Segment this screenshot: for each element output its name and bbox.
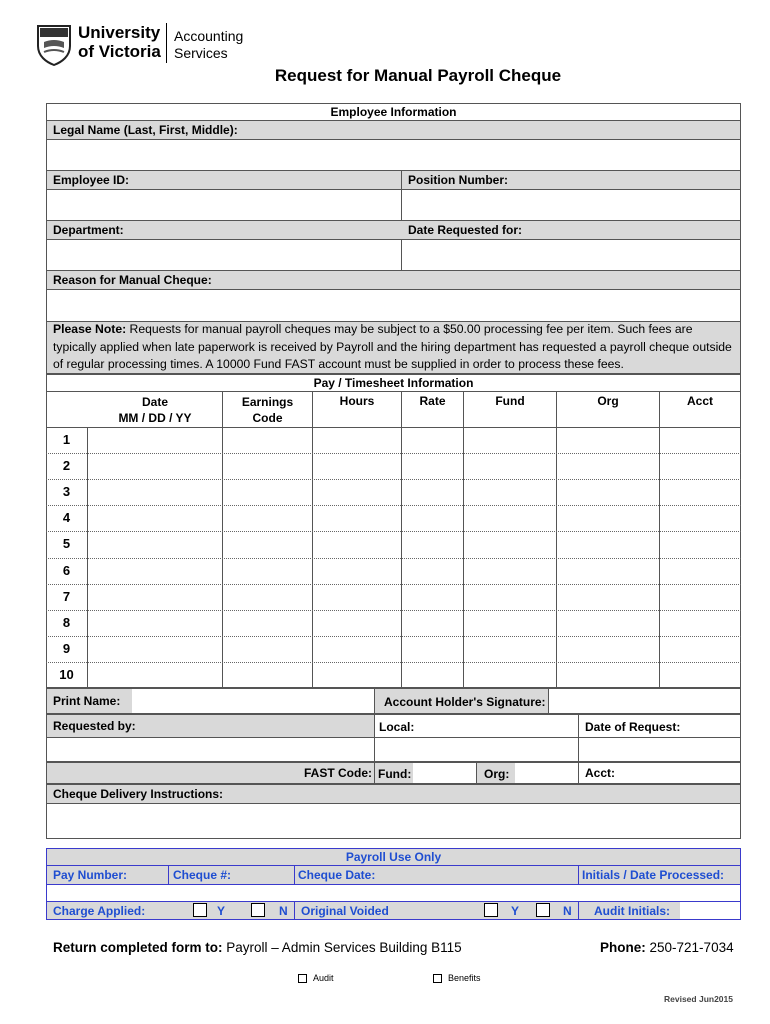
pay-cell-earnings-code[interactable] — [223, 611, 312, 635]
acct-label: Acct: — [585, 766, 616, 780]
row-number: 3 — [62, 484, 71, 500]
col-header-rate: Rate — [419, 394, 446, 408]
pay-cell-acct[interactable] — [660, 428, 740, 452]
pay-cell-org[interactable] — [557, 637, 659, 661]
date-of-request-label: Date of Request: — [585, 720, 681, 734]
pay-cell-org[interactable] — [557, 559, 659, 583]
pay-cell-earnings-code[interactable] — [223, 637, 312, 661]
department-label: Department: — [53, 223, 124, 237]
col-header-acct: Acct — [686, 394, 713, 408]
pay-cell-org[interactable] — [557, 532, 659, 556]
row-number: 9 — [62, 640, 71, 656]
row-divider — [46, 662, 741, 663]
pay-cell-acct[interactable] — [660, 611, 740, 635]
audit-option[interactable]: Audit — [298, 973, 334, 983]
row-divider — [46, 453, 741, 454]
pay-cell-date[interactable] — [88, 506, 222, 530]
delivery-instructions-field[interactable] — [47, 804, 740, 838]
pay-cell-earnings-code[interactable] — [223, 480, 312, 504]
university-name-line1: University — [78, 23, 161, 42]
benefits-option[interactable]: Benefits — [433, 973, 481, 983]
original-voided-yes-label: Y — [511, 904, 520, 918]
col-header-org: Org — [597, 394, 619, 408]
original-voided-yes-checkbox[interactable] — [484, 903, 498, 917]
pay-cell-acct[interactable] — [660, 480, 740, 504]
pay-cell-rate[interactable] — [402, 506, 463, 530]
pay-cell-earnings-code[interactable] — [223, 532, 312, 556]
pay-cell-fund[interactable] — [464, 428, 556, 452]
pay-cell-acct[interactable] — [660, 637, 740, 661]
pay-cell-fund[interactable] — [464, 506, 556, 530]
pay-cell-rate[interactable] — [402, 454, 463, 478]
pay-timesheet-title: Pay / Timesheet Information — [313, 376, 474, 390]
pay-cell-fund[interactable] — [464, 454, 556, 478]
pay-cell-fund[interactable] — [464, 532, 556, 556]
audit-checkbox-icon — [298, 974, 307, 983]
pay-cell-hours[interactable] — [313, 637, 401, 661]
pay-cell-rate[interactable] — [402, 663, 463, 687]
cheque-date-field[interactable] — [295, 885, 578, 901]
col-header-fund: Fund — [495, 394, 525, 408]
col-header-earnings: Earnings — [241, 395, 294, 409]
pay-cell-fund[interactable] — [464, 611, 556, 635]
cheque-number-label: Cheque #: — [173, 868, 232, 882]
col-header-code: Code — [252, 411, 283, 425]
phone-line: Phone: 250-721-7034 — [600, 940, 734, 955]
cheque-number-field[interactable] — [169, 885, 294, 901]
row-divider — [46, 610, 741, 611]
charge-applied-yes-label: Y — [217, 904, 226, 918]
date-of-request-field[interactable] — [579, 738, 740, 761]
pay-cell-date[interactable] — [88, 585, 222, 609]
pay-cell-rate[interactable] — [402, 532, 463, 556]
pay-cell-date[interactable] — [88, 532, 222, 556]
pay-cell-rate[interactable] — [402, 559, 463, 583]
pay-cell-rate[interactable] — [402, 480, 463, 504]
pay-cell-fund[interactable] — [464, 637, 556, 661]
pay-cell-hours[interactable] — [313, 559, 401, 583]
pay-cell-hours[interactable] — [313, 532, 401, 556]
pay-cell-hours[interactable] — [313, 506, 401, 530]
row-divider — [46, 479, 741, 480]
pay-cell-earnings-code[interactable] — [223, 454, 312, 478]
row-divider — [46, 505, 741, 506]
charge-applied-no-label: N — [279, 904, 288, 918]
pay-cell-rate[interactable] — [402, 611, 463, 635]
pay-cell-date[interactable] — [88, 480, 222, 504]
page-title: Request for Manual Payroll Cheque — [274, 66, 562, 85]
pay-cell-hours[interactable] — [313, 428, 401, 452]
org-label: Org: — [484, 767, 510, 781]
row-divider — [46, 531, 741, 532]
pay-cell-org[interactable] — [557, 611, 659, 635]
audit-initials-field[interactable] — [680, 902, 740, 919]
pay-cell-org[interactable] — [557, 480, 659, 504]
legal-name-field[interactable] — [47, 140, 740, 170]
row-number: 7 — [62, 588, 71, 604]
charge-applied-no-checkbox[interactable] — [251, 903, 265, 917]
original-voided-no-checkbox[interactable] — [536, 903, 550, 917]
employee-info-title: Employee Information — [330, 105, 457, 119]
pay-number-label: Pay Number: — [53, 868, 128, 882]
pay-cell-fund[interactable] — [464, 663, 556, 687]
charge-applied-label: Charge Applied: — [53, 904, 146, 918]
pay-cell-fund[interactable] — [464, 480, 556, 504]
pay-cell-org[interactable] — [557, 585, 659, 609]
pay-cell-org[interactable] — [557, 454, 659, 478]
payroll-use-title: Payroll Use Only — [345, 850, 442, 864]
local-field[interactable] — [375, 738, 578, 761]
original-voided-no-label: N — [563, 904, 572, 918]
pay-cell-date[interactable] — [88, 637, 222, 661]
local-label: Local: — [379, 720, 415, 734]
col-header-hours: Hours — [339, 394, 375, 408]
acct-field[interactable] — [620, 763, 740, 783]
row-number: 1 — [62, 432, 71, 447]
pay-cell-date[interactable] — [88, 428, 222, 452]
revised-date: Revised Jun2015 — [664, 994, 733, 1004]
reason-field[interactable] — [47, 290, 740, 321]
pay-cell-org[interactable] — [557, 506, 659, 530]
row-divider — [46, 636, 741, 637]
pay-cell-rate[interactable] — [402, 585, 463, 609]
pay-cell-hours[interactable] — [313, 611, 401, 635]
row-number: 8 — [62, 614, 71, 630]
university-name-line2: of Victoria — [78, 42, 161, 61]
pay-cell-date[interactable] — [88, 663, 222, 687]
pay-cell-org[interactable] — [557, 663, 659, 687]
pay-cell-acct[interactable] — [660, 559, 740, 583]
pay-cell-fund[interactable] — [464, 585, 556, 609]
pay-cell-org[interactable] — [557, 428, 659, 452]
return-to-line: Return completed form to: Payroll – Admin Services Building B115 — [53, 940, 462, 955]
department-field[interactable] — [47, 240, 400, 270]
org-field[interactable] — [516, 763, 578, 783]
reason-label: Reason for Manual Cheque: — [53, 273, 212, 287]
col-header-date-format: MM / DD / YY — [118, 411, 192, 425]
charge-applied-yes-checkbox[interactable] — [193, 903, 207, 917]
requested-by-label: Requested by: — [53, 719, 136, 733]
pay-cell-acct[interactable] — [660, 506, 740, 530]
pay-cell-earnings-code[interactable] — [223, 663, 312, 687]
fund-field[interactable] — [414, 763, 476, 783]
pay-cell-acct[interactable] — [660, 663, 740, 687]
pay-cell-earnings-code[interactable] — [223, 559, 312, 583]
date-requested-field[interactable] — [402, 240, 740, 270]
logo-divider — [166, 23, 167, 63]
cheque-date-label: Cheque Date: — [298, 868, 376, 882]
account-holder-signature-field[interactable] — [549, 689, 740, 713]
row-divider — [46, 558, 741, 559]
pay-cell-hours[interactable] — [313, 663, 401, 687]
position-number-label: Position Number: — [408, 173, 509, 187]
pay-cell-earnings-code[interactable] — [223, 428, 312, 452]
pay-cell-hours[interactable] — [313, 480, 401, 504]
pay-number-field[interactable] — [47, 885, 168, 901]
print-name-label: Print Name: — [53, 694, 121, 708]
row-number: 10 — [59, 666, 74, 682]
initials-date-processed-label: Initials / Date Processed: — [582, 868, 725, 882]
pay-cell-fund[interactable] — [464, 559, 556, 583]
original-voided-label: Original Voided — [301, 904, 389, 918]
row-number: 2 — [62, 458, 71, 474]
employee-id-label: Employee ID: — [53, 173, 130, 187]
pay-cell-acct[interactable] — [660, 454, 740, 478]
col-header-date: Date — [141, 395, 168, 409]
pay-cell-hours[interactable] — [313, 454, 401, 478]
fast-code-label: FAST Code: — [304, 766, 372, 780]
pay-cell-earnings-code[interactable] — [223, 585, 312, 609]
employee-id-field[interactable] — [47, 190, 400, 220]
benefits-checkbox-icon — [433, 974, 442, 983]
pay-cell-earnings-code[interactable] — [223, 506, 312, 530]
pay-cell-hours[interactable] — [313, 585, 401, 609]
position-number-field[interactable] — [402, 190, 740, 220]
dept-name-line2: Services — [174, 45, 228, 61]
legal-name-label: Legal Name (Last, First, Middle): — [53, 123, 238, 137]
pay-cell-rate[interactable] — [402, 637, 463, 661]
initials-date-processed-field[interactable] — [579, 885, 740, 901]
audit-initials-label: Audit Initials: — [594, 904, 670, 918]
pay-cell-rate[interactable] — [402, 428, 463, 452]
university-crest-icon — [36, 24, 72, 66]
row-divider — [46, 584, 741, 585]
pay-cell-acct[interactable] — [660, 532, 740, 556]
row-number: 6 — [62, 562, 71, 578]
please-note-text: Please Note: Requests for manual payroll cheques may be subject to a $50.00 processing fee per item. Such fees are typically applied when late paperwork is received by Payroll and the hiring department has requested a payroll cheque outside of regular processing times. A 10000 Fund FAST account must be supplied in order to process these fees. — [53, 322, 732, 371]
pay-cell-date[interactable] — [88, 611, 222, 635]
account-holder-signature-label: Account Holder's Signature: — [384, 695, 546, 709]
fund-label: Fund: — [378, 767, 412, 781]
requested-by-field[interactable] — [47, 738, 374, 761]
pay-cell-acct[interactable] — [660, 585, 740, 609]
dept-name-line1: Accounting — [174, 28, 244, 44]
row-number: 4 — [62, 510, 71, 526]
print-name-field[interactable] — [133, 689, 373, 713]
delivery-instructions-label: Cheque Delivery Instructions: — [53, 787, 224, 801]
pay-cell-date[interactable] — [88, 559, 222, 583]
date-requested-label: Date Requested for: — [408, 223, 523, 237]
row-number: 5 — [62, 536, 71, 552]
pay-cell-date[interactable] — [88, 454, 222, 478]
